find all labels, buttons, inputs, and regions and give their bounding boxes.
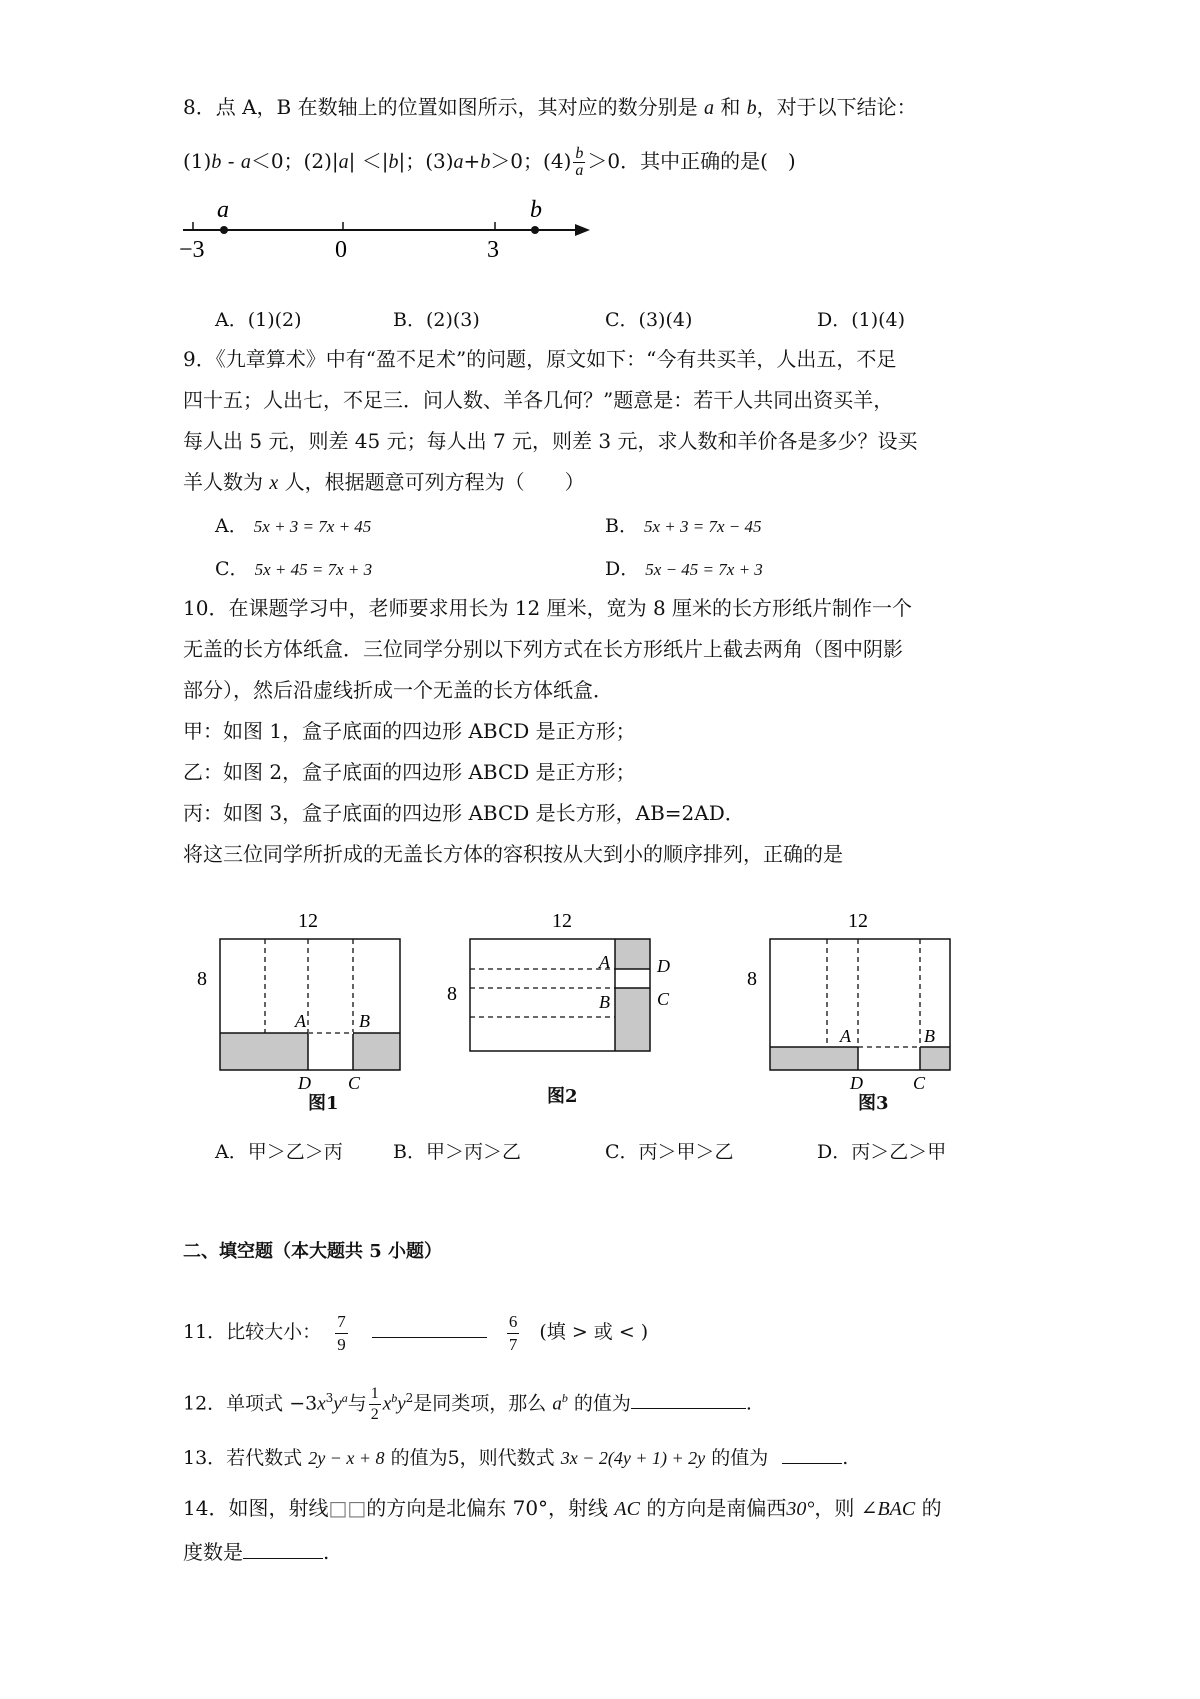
fig1-height-label: 8 (197, 968, 207, 990)
q14-angle-name: BAC (877, 1498, 916, 1520)
q8-c2-a: a (338, 151, 349, 173)
q9-option-b-expr: 5x + 3 = 7x − 45 (644, 517, 762, 536)
q12-y2: y (397, 1393, 406, 1415)
q11-fraction-1 (335, 1311, 348, 1356)
q11-post: (填 > 或 < ) (539, 1321, 649, 1343)
fig3-label-d: D (850, 1073, 863, 1093)
q13-line (183, 1442, 848, 1474)
q10-line6: 丙：如图 3，盒子底面的四边形 ABCD 是长方形，AB=2AD． (183, 801, 745, 825)
fig1-label-b: B (359, 1011, 370, 1031)
q14-line1 (183, 1496, 942, 1521)
q14-angle-symbol: ∠ (860, 1496, 878, 1520)
q13-end: . (842, 1447, 849, 1469)
section2-title: 二、填空题（本大题共 5 小题） (183, 1241, 443, 1262)
tick-label-3: 3 (487, 237, 499, 263)
q11-f1-den: 9 (337, 1334, 346, 1354)
q12-line (183, 1376, 752, 1426)
q12-post: 的值为 (573, 1392, 631, 1415)
q9-option-c-expr: 5x + 45 = 7x + 3 (254, 560, 373, 579)
fig2-width-label: 12 (552, 910, 572, 932)
q9-line4 (183, 470, 585, 495)
q8-var-a: a (703, 97, 714, 119)
q10-option-c[interactable]: C．丙＞甲＞乙 (605, 1141, 734, 1163)
q8-c4-den: a (575, 162, 584, 179)
q8-c1: (1) (183, 149, 212, 173)
q9-line3: 每人出 5 元，则差 45 元；每人出 7 元，则差 3 元，求人数和羊价各是多少？设买 (183, 429, 918, 453)
fig1-label-c: C (348, 1073, 361, 1093)
q8-option-d[interactable]: D．(1)(4) (817, 309, 906, 331)
q14-ray1: □□ (328, 1496, 367, 1520)
q12-y2-exp: 2 (405, 1391, 414, 1405)
fig1-label-d: D (298, 1073, 311, 1093)
q10-line7: 将这三位同学所折成的无盖长方体的容积按从大到小的顺序排列，正确的是 (183, 842, 843, 866)
fig2-caption: 图2 (547, 1086, 578, 1107)
q11-f2-num: 6 (507, 1311, 520, 1334)
q10-figure-3 (745, 905, 970, 1095)
q10-line1: 10．在课题学习中，老师要求用长为 12 厘米，宽为 8 厘米的长方形纸片制作一个 (183, 596, 913, 620)
q9-option-a[interactable] (215, 514, 371, 539)
q12-x: x (317, 1393, 326, 1415)
q11-f1-num: 7 (335, 1311, 348, 1334)
q10-line2: 无盖的长方体纸盒．三位同学分别以下列方式在长方形纸片上截去两角（图中阴影 (183, 637, 903, 661)
q8-c4-num: b (575, 145, 584, 162)
q8-option-c[interactable]: C．(3)(4) (605, 309, 693, 331)
fig3-height-label: 8 (747, 968, 757, 990)
q8-c3-b: b (480, 151, 491, 173)
fig2-height-label: 8 (447, 983, 457, 1005)
q8-var-b: b (746, 97, 757, 119)
q8-c1-minus: - (221, 149, 241, 173)
q8-stem-line1 (183, 95, 917, 120)
q12-x2: x (382, 1393, 392, 1415)
q14-line1-end: 的 (921, 1496, 942, 1520)
q9-var-x: x (269, 472, 279, 494)
fig3-shade-right (920, 1047, 950, 1070)
fig1-shade-right (353, 1033, 400, 1070)
q13-expr2: 3x − 2(4y + 1) + 2y (560, 1448, 706, 1468)
q8-c4-fraction (573, 146, 585, 179)
fig3-caption: 图3 (858, 1093, 889, 1114)
q10-option-b[interactable]: B．甲＞丙＞乙 (393, 1141, 521, 1163)
q13-mid1: 的值为 (390, 1447, 448, 1469)
q10-option-a[interactable]: A．甲＞乙＞丙 (215, 1141, 343, 1163)
q9-option-c-label: C． (215, 558, 249, 580)
q12-a: a (552, 1393, 562, 1415)
q12-frac-den: 2 (370, 1405, 379, 1423)
q8-c1-end: ＜0；(2)| (250, 149, 339, 173)
q12-end: . (745, 1392, 752, 1415)
q8-c4-end: ＞0．其中正确的是( ) (587, 149, 796, 173)
tick-label-minus3: −3 (179, 237, 205, 263)
q9-option-b-label: B． (605, 515, 638, 537)
q12-pre: 12．单项式 −3 (183, 1392, 318, 1415)
q13-post: 的值为 (711, 1447, 769, 1469)
fig1-caption: 图1 (308, 1093, 339, 1114)
q13-mid2: ，则代数式 (459, 1447, 555, 1469)
q12-y: y (333, 1393, 342, 1415)
q10-line4: 甲：如图 1，盒子底面的四边形 ABCD 是正方形； (183, 719, 636, 743)
q10-figure-2 (445, 905, 685, 1095)
q14-end: . (323, 1540, 330, 1564)
q11-line (183, 1310, 648, 1356)
q14-answer-blank[interactable] (243, 1540, 323, 1559)
q12-fraction (369, 1384, 381, 1425)
q13-val: 5 (447, 1447, 460, 1469)
q14-mid: 的方向是北偏东 70°，射线 (366, 1496, 609, 1520)
fig3-label-c: C (913, 1073, 926, 1093)
q8-option-b[interactable]: B．(2)(3) (393, 309, 480, 331)
point-a (220, 226, 228, 234)
q8-c2-end: |；(3) (398, 149, 454, 173)
q9-option-d-label: D． (605, 558, 640, 580)
fig2-label-a: A (599, 952, 610, 972)
fig3-label-b: B (924, 1026, 935, 1046)
q8-option-a[interactable]: A．(1)(2) (215, 309, 302, 331)
fig1-label-a: A (295, 1011, 306, 1031)
q12-answer-blank[interactable] (631, 1390, 746, 1409)
q11-fraction-2 (507, 1311, 520, 1356)
label-b: b (530, 197, 542, 223)
q8-and: 和 (720, 95, 741, 119)
q10-line5: 乙：如图 2，盒子底面的四边形 ABCD 是正方形； (183, 760, 636, 784)
q8-stem-text: 8．点 A，B 在数轴上的位置如图所示，其对应的数分别是 (183, 95, 698, 119)
q13-answer-blank[interactable] (782, 1445, 842, 1464)
q12-with: 与 (347, 1392, 367, 1415)
q9-line4-pre: 羊人数为 (183, 470, 263, 494)
q12-mid: 是同类项，那么 (413, 1392, 547, 1415)
q10-line3: 部分），然后沿虚线折成一个无盖的长方体纸盒． (183, 678, 613, 702)
q8-c1-b: b (211, 151, 222, 173)
fig3-shade-left (770, 1047, 858, 1070)
fig3-label-a: A (840, 1026, 851, 1046)
fig1-width-label: 12 (298, 910, 318, 932)
q14-angle2: 30° (786, 1498, 815, 1520)
q8-conclusions (183, 146, 796, 179)
arrow-icon (575, 224, 590, 236)
point-b (531, 226, 539, 234)
q8-c3-end: ＞0；(4) (490, 149, 572, 173)
q12-x-exp: 3 (325, 1391, 334, 1405)
fig2-label-b: B (599, 992, 610, 1012)
q8-number-line (175, 195, 595, 270)
q9-option-a-expr: 5x + 3 = 7x + 45 (253, 517, 372, 536)
fig3-width-label: 12 (848, 910, 868, 932)
q9-option-a-label: A． (215, 515, 248, 537)
q10-figure-1 (195, 905, 420, 1095)
q8-stem-end: ，对于以下结论： (756, 95, 917, 119)
q8-c1-a: a (240, 151, 251, 173)
q14-mid3: ，则 (814, 1496, 855, 1520)
q14-pre: 14．如图，射线 (183, 1496, 329, 1520)
fig2-label-d: D (657, 956, 670, 976)
q14-mid2: 的方向是南偏西 (646, 1496, 787, 1520)
fig2-label-c: C (657, 989, 670, 1009)
q14-ray2: AC (614, 1498, 640, 1520)
fig1-shade-left (220, 1033, 308, 1070)
q10-option-d[interactable]: D．丙＞乙＞甲 (817, 1141, 947, 1163)
q12-x2-exp: b (391, 1391, 398, 1405)
q11-f2-den: 7 (508, 1334, 518, 1354)
q8-c3-a: a (453, 151, 464, 173)
q12-a-exp: b (561, 1391, 568, 1405)
q11-answer-blank[interactable] (372, 1319, 487, 1338)
q13-expr1: 2y − x + 8 (308, 1448, 385, 1468)
q13-pre: 13．若代数式 (183, 1447, 303, 1469)
q9-line4-post: 人，根据题意可列方程为（ ） (284, 470, 585, 494)
label-a: a (217, 197, 229, 223)
q9-line2: 四十五；人出七，不足三．问人数、羊各几何？”题意是：若干人共同出资买羊， (183, 388, 894, 412)
q9-option-c[interactable] (215, 557, 372, 582)
q14-line2-text: 度数是 (183, 1540, 243, 1564)
q12-frac-num: 1 (369, 1384, 381, 1405)
q12-y-exp: a (341, 1391, 348, 1405)
q14-line2 (183, 1540, 329, 1564)
q9-line1: 9．《九章算术》中有“盈不足术”的问题，原文如下：“今有共买羊，人出五，不足 (183, 347, 897, 371)
q8-c3-plus: + (463, 149, 481, 173)
q8-c2-mid: | ＜| (348, 149, 389, 173)
q11-pre: 11．比较大小： (183, 1321, 322, 1343)
q9-option-b[interactable] (605, 514, 762, 539)
q9-option-d[interactable] (605, 557, 763, 582)
tick-label-0: 0 (335, 237, 347, 263)
q9-option-d-expr: 5x − 45 = 7x + 3 (645, 560, 763, 579)
fig2-shade-top (615, 939, 650, 969)
q8-c2-b: b (388, 151, 399, 173)
fig2-shade-bottom (615, 988, 650, 1051)
